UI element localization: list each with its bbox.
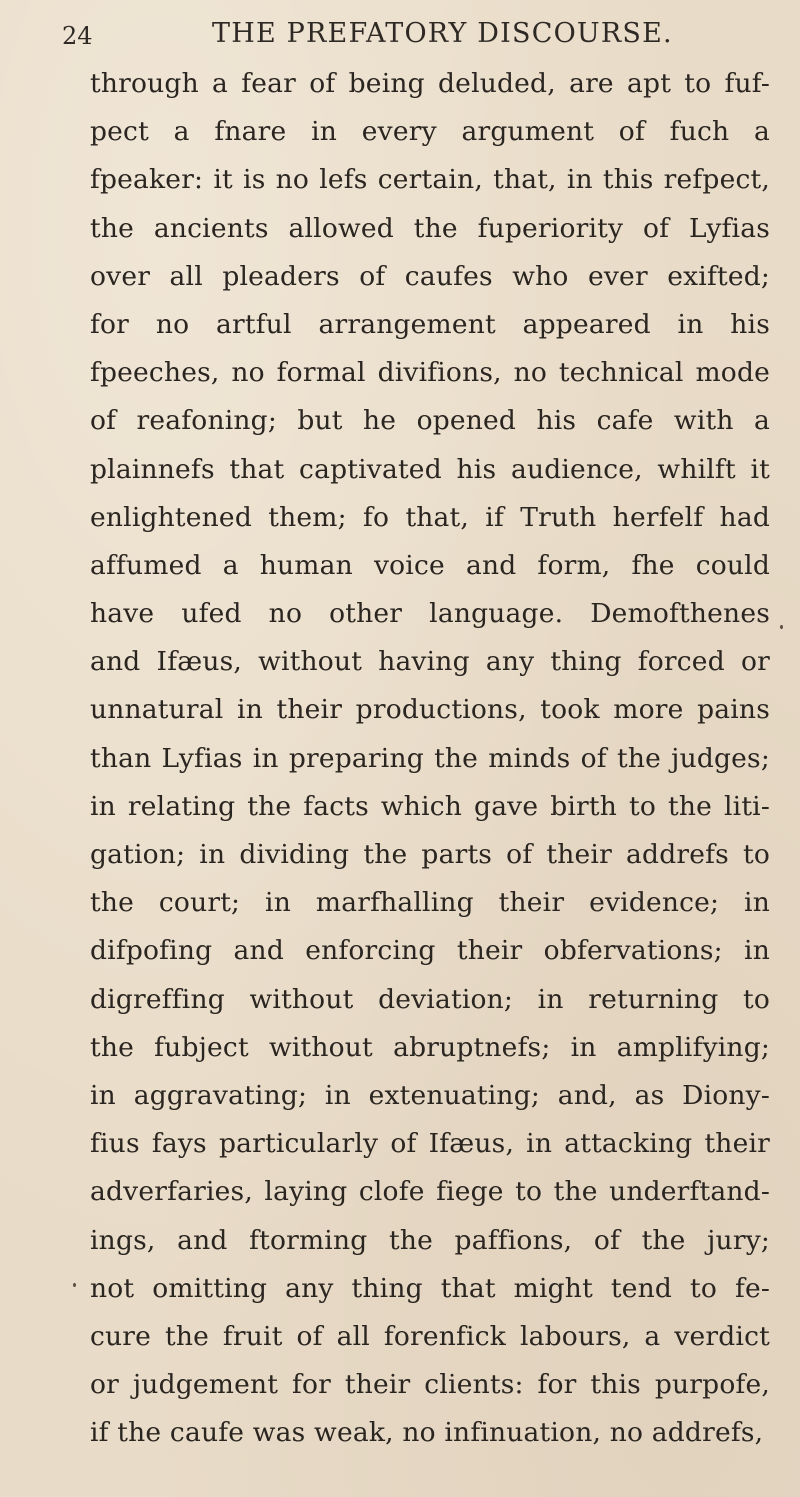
ink-speck [73,1283,76,1287]
text-line: the ancients allowed the fuperiority of Lyfias [90,212,770,244]
text-line: difpofing and enforcing their obfervations; in [90,935,770,967]
text-line: not omitting any thing that might tend to fe- [90,1272,770,1304]
text-line: enlightened them; fo that, if Truth herfelf had [90,501,770,533]
text-line: gation; in dividing the parts of their addrefs to [90,839,770,870]
text-line: ings, and ftorming the paffions, of the jury; [90,1224,770,1256]
text-line: and Ifæus, without having any thing forced or [90,646,770,678]
text-line: of reafoning; but he opened his cafe with a [90,405,770,437]
page-header [62,18,702,58]
text-line: affumed a human voice and form, fhe could [90,549,770,581]
text-line: for no artful arrangement appeared in his [90,308,770,340]
text-line: fius fays particularly of Ifæus, in attacking their [90,1128,770,1160]
text-line: than Lyfias in preparing the minds of the judges; [90,742,770,774]
text-line: in relating the facts which gave birth to the liti- [90,790,770,822]
text-line: unnatural in their productions, took more pains [90,694,770,726]
text-line: over all pleaders of caufes who ever exifted; [90,260,770,292]
text-line: have ufed no other language. Demofthenes [90,598,770,630]
text-line: the court; in marfhalling their evidence; in [90,887,770,919]
text-line: cure the fruit of all forenfick labours, a verdict [90,1320,770,1352]
text-line: through a fear of being deluded, are apt to fuf- [90,68,770,99]
text-line: pect a fnare in every argument of fuch a [90,116,770,148]
body-text [90,60,770,1457]
text-line: if the caufe was weak, no infinuation, no addrefs, [90,1417,764,1449]
text-line: digreffing without deviation; in returning to [90,983,770,1015]
ink-speck [780,625,783,629]
text-line: adverfaries, laying clofe fiege to the underftand- [90,1176,770,1208]
running-head: THE PREFATORY DISCOURSE. [212,18,673,49]
text-line: the fubject without abruptnefs; in amplifying; [90,1031,770,1063]
text-line: or judgement for their clients: for this purpofe, [90,1369,770,1401]
text-line: fpeaker: it is no lefs certain, that, in this refpect, [90,164,770,196]
page-number: 24 [62,22,93,50]
text-line: fpeeches, no formal divifions, no technical mode [90,357,770,389]
text-line: plainnefs that captivated his audience, whilft it [90,453,770,485]
text-line: in aggravating; in extenuating; and, as Diony- [90,1079,770,1111]
